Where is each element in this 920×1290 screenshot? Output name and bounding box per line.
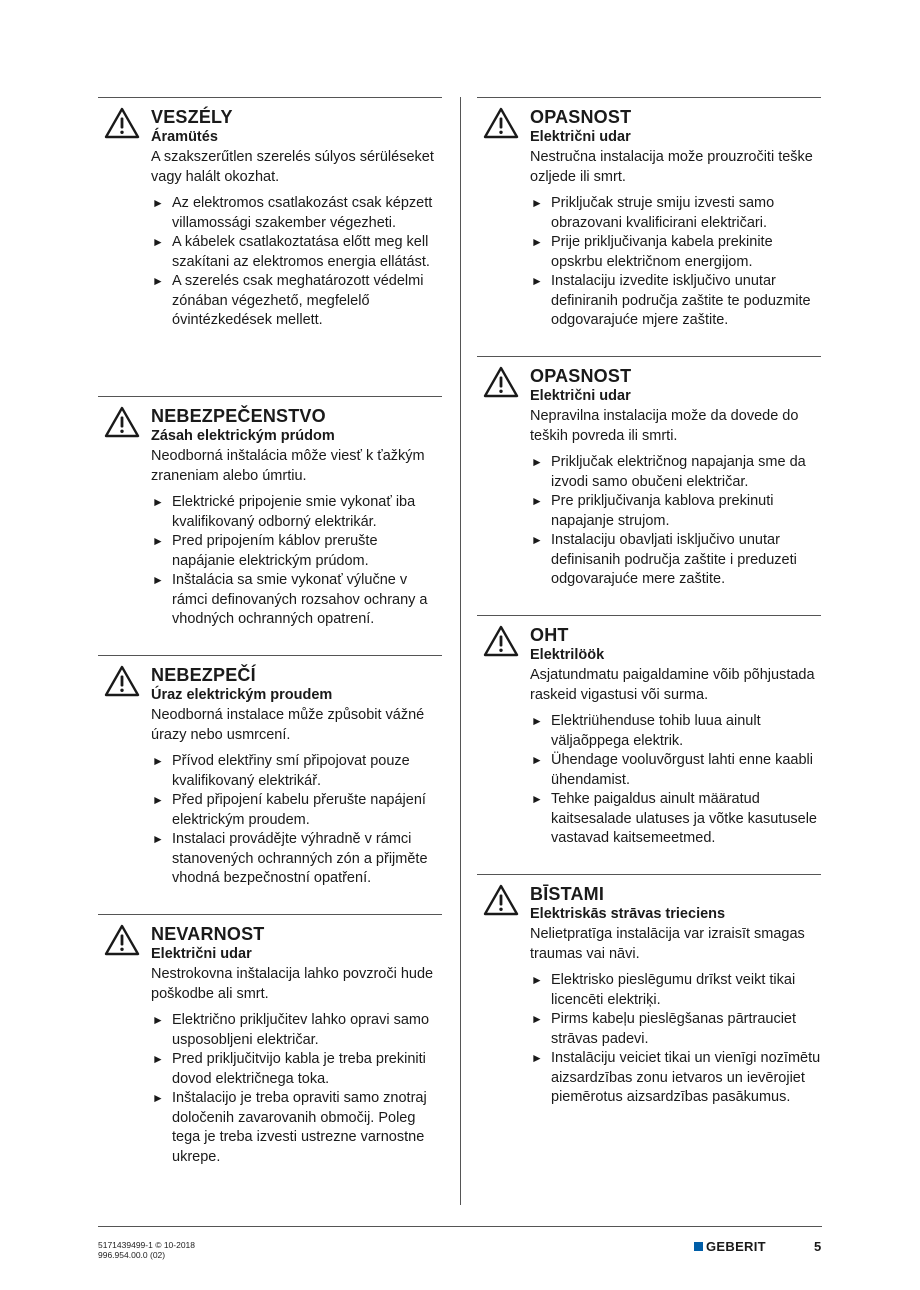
warning-triangle-icon (104, 924, 140, 956)
document-number (98, 1240, 195, 1260)
warning-block (477, 874, 821, 1108)
warning-subtitle: Elektriskās strāvas trieciens (530, 906, 726, 922)
list-item: ► Instalaci provádějte výhradně v rámci stanovených ochranných zón a přijměte vhodná bezpečnostní opatření. (151, 830, 442, 889)
warning-title: OPASNOST (530, 366, 632, 386)
right-column (477, 97, 821, 1108)
list-item: ► Před připojení kabelu přerušte napájení elektrickým proudem. (151, 791, 442, 830)
warning-title: OHT (530, 625, 569, 645)
warning-triangle-icon (483, 625, 519, 657)
warning-title: VESZÉLY (151, 107, 233, 127)
warning-triangle-icon (104, 406, 140, 438)
warning-triangle-icon (483, 366, 519, 398)
brand-name: GEBERIT (706, 1239, 766, 1254)
warning-title: BĪSTAMI (530, 884, 605, 904)
warning-description: Neodborná inštalácia môže viesť k ťažkým zraneniam alebo úmrtiu. (151, 448, 425, 484)
left-column (98, 97, 442, 1167)
page-number: 5 (814, 1239, 822, 1254)
list-item: ► A kábelek csatlakoztatása előtt meg kell szakítani az elektromos energia ellátást. (151, 233, 442, 272)
warning-description: Neodborná instalace může způsobit vážné úrazy nebo usmrcení. (151, 707, 425, 743)
warning-block (98, 914, 442, 1167)
warning-description: Nestručna instalacija može prouzročiti teške ozljede ili smrt. (530, 149, 813, 185)
warning-description: A szakszerűtlen szerelés súlyos sérüléseket vagy halált okozhat. (151, 149, 434, 185)
warning-list (530, 964, 821, 1108)
list-item: ► Električno priključitev lahko opravi samo usposobljeni električar. (151, 1011, 442, 1050)
article-number: 996.954.00.0 (02) (98, 1250, 166, 1260)
list-item: ► Elektrické pripojenie smie vykonať iba kvalifikovaný odborný elektrikár. (151, 493, 442, 532)
warning-title: NEBEZPEČENSTVO (151, 406, 326, 426)
list-item: ► Az elektromos csatlakozást csak képzett villamossági szakember végezheti. (151, 194, 442, 233)
warning-block (477, 97, 821, 356)
warning-triangle-icon (104, 107, 140, 139)
warning-list (530, 705, 821, 849)
list-item: ► Instalaciju obavljati isključivo unutar definisanih područja zaštite i preduzeti odgovarajuće mere zaštite. (530, 531, 821, 590)
warning-block (98, 97, 442, 396)
column-divider (460, 97, 461, 1205)
brand-square-icon (694, 1242, 703, 1251)
warning-triangle-icon (483, 884, 519, 916)
list-item: ► Pirms kabeļu pieslēgšanas pārtrauciet strāvas padevi. (530, 1010, 821, 1049)
list-item: ► Priključak električnog napajanja sme da izvodi samo obučeni električar. (530, 453, 821, 492)
list-item: ► Prije priključivanja kabela prekinite opskrbu električnom energijom. (530, 233, 821, 272)
warning-list (151, 745, 442, 889)
warning-list (151, 1004, 442, 1167)
warning-block (477, 356, 821, 615)
list-item: ► Inštalácia sa smie vykonať výlučne v rámci definovaných rozsahov ochrany a vhodných ochranných opatrení. (151, 571, 442, 630)
warning-description: Nepravilna instalacija može da dovede do teških povreda ili smrti. (530, 408, 799, 444)
warning-subtitle: Električni udar (530, 129, 631, 145)
warning-title: OPASNOST (530, 107, 632, 127)
warning-subtitle: Električni udar (530, 388, 631, 404)
warning-subtitle: Zásah elektrickým prúdom (151, 428, 335, 444)
warning-title: NEBEZPEČÍ (151, 665, 256, 685)
warning-subtitle: Elektrilöök (530, 647, 605, 663)
list-item: ► Pred priključitvijo kabla je treba prekiniti dovod električnega toka. (151, 1050, 442, 1089)
warning-list (151, 486, 442, 630)
list-item: ► Priključak struje smiju izvesti samo obrazovani kvalificirani električari. (530, 194, 821, 233)
list-item: ► Pre priključivanja kablova prekinuti napajanje strujom. (530, 492, 821, 531)
warning-triangle-icon (483, 107, 519, 139)
warning-description: Nestrokovna inštalacija lahko povzroči hude poškodbe ali smrt. (151, 966, 434, 1002)
list-item: ► Instalaciju izvedite isključivo unutar definiranih područja zaštite te poduzmite odgovarajuće mjere zaštite. (530, 272, 821, 331)
list-item: ► Ühendage vooluvõrgust lahti enne kaabli ühendamist. (530, 751, 821, 790)
warning-list (151, 187, 442, 331)
list-item: ► Inštalacijo je treba opraviti samo znotraj določenih zavarovanih območij. Poleg tega je treba izvesti ustrezne varnostne ukrepe. (151, 1089, 442, 1167)
list-item: ► Pred pripojením káblov prerušte napájanie elektrickým prúdom. (151, 532, 442, 571)
warning-block (98, 655, 442, 914)
warning-subtitle: Električni udar (151, 946, 252, 962)
warning-block (477, 615, 821, 874)
warning-triangle-icon (104, 665, 140, 697)
list-item: ► Přívod elektřiny smí připojovat pouze kvalifikovaný elektrikář. (151, 752, 442, 791)
warning-list (530, 446, 821, 590)
warning-description: Nelietpratīga instalācija var izraisīt smagas traumas vai nāvi. (530, 926, 805, 962)
document-id: 5171439499-1 © 10-2018 (98, 1240, 196, 1250)
footer-divider (98, 1226, 822, 1227)
warning-block (98, 396, 442, 655)
warning-title: NEVARNOST (151, 924, 265, 944)
list-item: ► Tehke paigaldus ainult määratud kaitsesalade ulatuses ja võtke kasutusele vastavad kaitsemeetmed. (530, 790, 821, 849)
warning-description: Asjatundmatu paigaldamine võib põhjustada raskeid vigastusi või surma. (530, 667, 815, 703)
list-item: ► A szerelés csak meghatározott védelmi zónában végezhető, megfelelő óvintézkedések mellett. (151, 272, 442, 331)
warning-subtitle: Áramütés (151, 129, 218, 145)
warning-subtitle: Úraz elektrickým proudem (151, 687, 333, 703)
list-item: ► Instalāciju veiciet tikai un vienīgi nozīmētu aizsardzības zonu ietvaros un ievērojiet piemērotus aizsardzības pasākumus. (530, 1049, 821, 1108)
list-item: ► Elektrisko pieslēgumu drīkst veikt tikai licencēti elektriķi. (530, 971, 821, 1010)
warning-list (530, 187, 821, 331)
list-item: ► Elektriühenduse tohib luua ainult väljaõppega elektrik. (530, 712, 821, 751)
brand-logo (694, 1239, 766, 1254)
